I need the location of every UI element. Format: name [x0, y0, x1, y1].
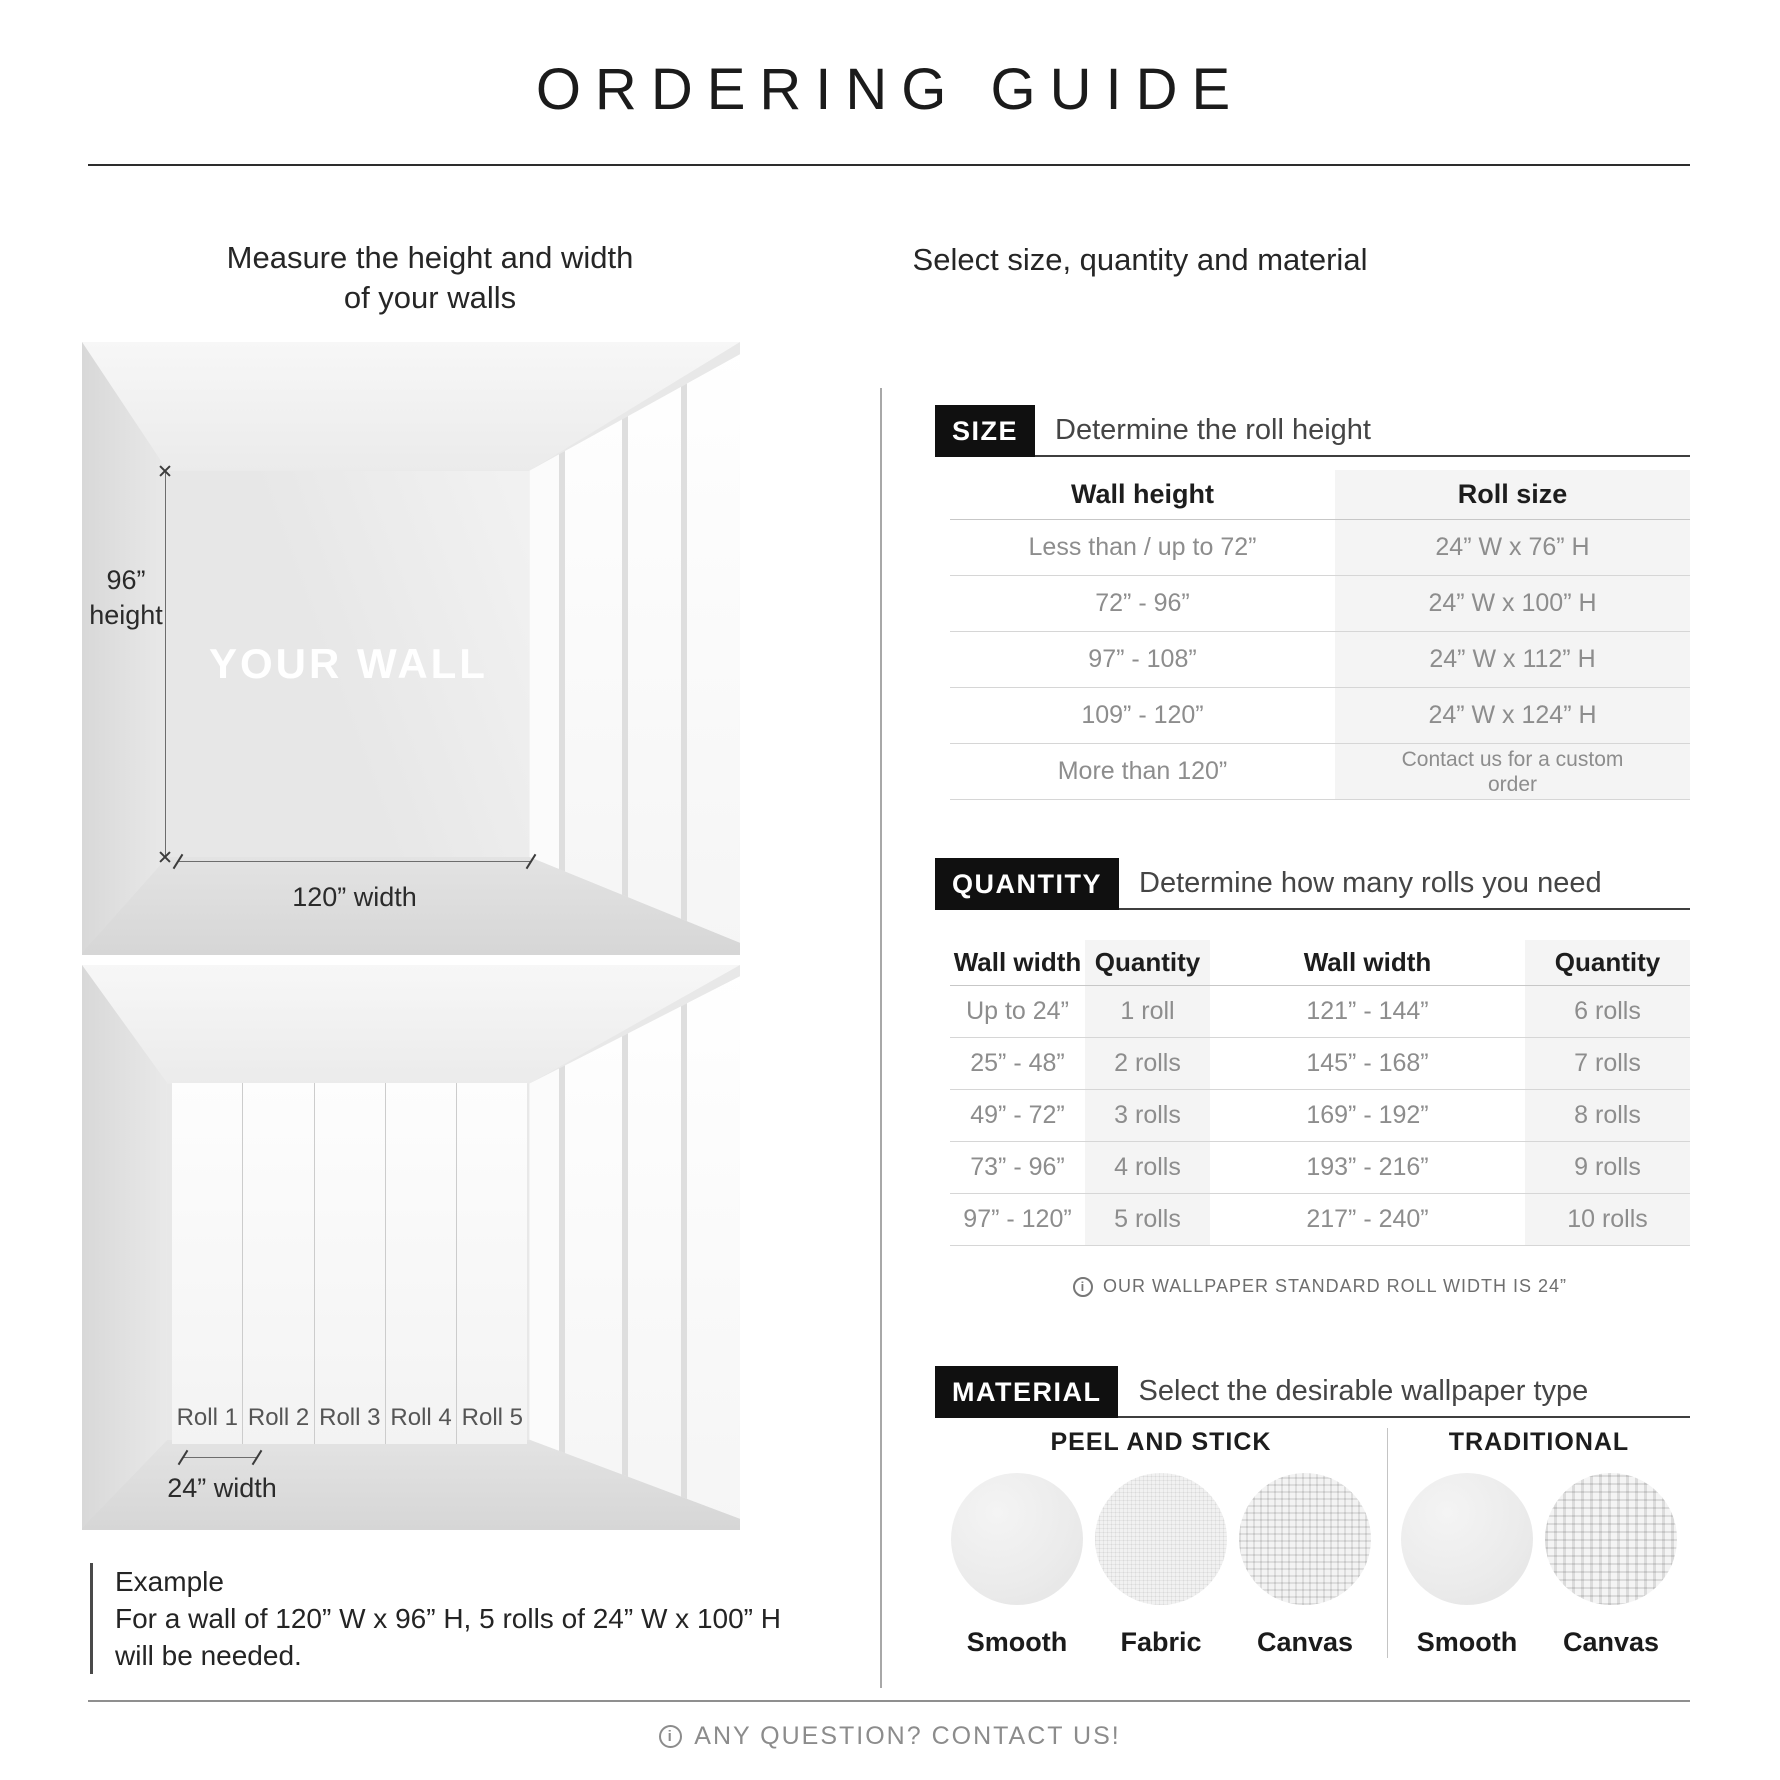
example-block	[90, 1563, 781, 1674]
table-cell: 2 rolls	[1085, 1038, 1210, 1090]
table-cell: 6 rolls	[1525, 986, 1690, 1038]
roll-panel-label: Roll 4	[390, 1403, 452, 1431]
left-column-heading	[90, 238, 770, 318]
roll-width-label: 24” width	[167, 1473, 277, 1503]
table-cell: 24” W x 76” H	[1335, 520, 1690, 576]
roll-panel-label: Roll 5	[461, 1403, 524, 1431]
custom-order-note: Contact us for a custom order	[1401, 747, 1624, 796]
wall-width-label: 120” width	[292, 882, 417, 912]
quantity-section-title: Determine how many rolls you need	[1119, 858, 1690, 910]
smooth-texture-icon	[1401, 1473, 1533, 1605]
table-cell: 97” - 108”	[950, 632, 1335, 688]
table-cell: 7 rolls	[1525, 1038, 1690, 1090]
smooth-texture-icon	[951, 1473, 1083, 1605]
material-group-traditional	[1388, 1428, 1690, 1658]
swatch-label: Canvas	[1562, 1627, 1660, 1657]
swatch-label: Canvas	[1256, 1627, 1354, 1657]
material-swatch-smooth	[951, 1473, 1083, 1658]
material-swatch-fabric	[1095, 1473, 1227, 1658]
measure-mark-icon	[158, 850, 172, 864]
width-measure-line	[177, 861, 532, 862]
table-cell: 49” - 72”	[950, 1090, 1085, 1142]
column-header: Quantity	[1085, 940, 1210, 986]
size-table	[950, 470, 1690, 800]
material-group-peel-and-stick	[935, 1428, 1387, 1658]
table-cell: Up to 24”	[950, 986, 1085, 1038]
roll-panel-label: Roll 1	[176, 1403, 238, 1431]
material-swatch-canvas	[1239, 1473, 1371, 1658]
wall-height-value: 96”	[106, 564, 146, 595]
roll-panel	[457, 1083, 527, 1444]
material-badge: MATERIAL	[935, 1366, 1118, 1418]
info-icon	[659, 1725, 682, 1748]
column-header: Wall width	[1210, 940, 1525, 986]
table-cell: 3 rolls	[1085, 1090, 1210, 1142]
table-cell	[1335, 744, 1690, 800]
contact-note	[0, 1722, 1780, 1751]
table-cell: 169” - 192”	[1210, 1090, 1525, 1142]
left-heading-line1: Measure the height and width	[226, 240, 634, 275]
window-pane	[622, 965, 681, 1530]
swatch-row	[951, 1473, 1371, 1658]
info-icon	[1073, 1277, 1093, 1297]
column-header: Wall width	[950, 940, 1085, 986]
column-header: Wall height	[950, 470, 1335, 520]
table-cell: More than 120”	[950, 744, 1335, 800]
example-text	[115, 1563, 781, 1674]
size-section-header	[935, 405, 1690, 457]
roll-panel	[172, 1083, 243, 1444]
your-wall-label: YOUR WALL	[208, 639, 488, 687]
swatch-label: Smooth	[1416, 1627, 1518, 1657]
table-cell: 73” - 96”	[950, 1142, 1085, 1194]
table-cell: 1 roll	[1085, 986, 1210, 1038]
table-cell: 5 rolls	[1085, 1194, 1210, 1246]
column-header: Quantity	[1525, 940, 1690, 986]
example-line2: will be needed.	[115, 1640, 302, 1671]
canvas-texture-icon	[1545, 1473, 1677, 1605]
table-cell: 24” W x 112” H	[1335, 632, 1690, 688]
roll-panel	[243, 1083, 314, 1444]
roll-width-measure-line	[182, 1457, 258, 1458]
footer-divider	[88, 1700, 1690, 1702]
swatch-label: Fabric	[1120, 1627, 1202, 1657]
material-group-title: TRADITIONAL	[1448, 1428, 1630, 1456]
room-illustration-your-wall	[82, 342, 740, 955]
material-group-title: PEEL AND STICK	[1050, 1428, 1272, 1456]
roll-panel	[386, 1083, 457, 1444]
table-cell: Less than / up to 72”	[950, 520, 1335, 576]
material-swatch-canvas	[1545, 1473, 1677, 1658]
table-cell: 193” - 216”	[1210, 1142, 1525, 1194]
quantity-badge: QUANTITY	[935, 858, 1119, 910]
table-cell: 145” - 168”	[1210, 1038, 1525, 1090]
wall-height-label	[88, 563, 164, 633]
window-pane	[681, 965, 740, 1530]
roll-panel	[315, 1083, 386, 1444]
right-column-heading: Select size, quantity and material	[912, 242, 1368, 277]
size-section-title: Determine the roll height	[1035, 405, 1690, 457]
example-title: Example	[115, 1566, 224, 1597]
wall-height-word: height	[89, 599, 163, 630]
room-illustration-rolls	[82, 965, 740, 1530]
quantity-table	[950, 940, 1690, 1246]
roll-panel-label: Roll 2	[247, 1403, 310, 1431]
table-cell: 24” W x 124” H	[1335, 688, 1690, 744]
quantity-section-header	[935, 858, 1690, 910]
page-title: ORDERING GUIDE	[535, 57, 1245, 122]
table-cell: 24” W x 100” H	[1335, 576, 1690, 632]
table-cell: 217” - 240”	[1210, 1194, 1525, 1246]
roll-panel-label: Roll 3	[319, 1403, 381, 1431]
material-section-title: Select the desirable wallpaper type	[1118, 1366, 1690, 1418]
material-section-header	[935, 1366, 1690, 1418]
wallpaper-roll-panels	[172, 1083, 527, 1444]
table-cell: 4 rolls	[1085, 1142, 1210, 1194]
fabric-texture-icon	[1095, 1473, 1227, 1605]
example-line1: For a wall of 120” W x 96” H, 5 rolls of 24” W x 100” H	[115, 1603, 781, 1634]
title-divider	[88, 164, 1690, 166]
window-pane	[681, 342, 740, 955]
standard-roll-width-note	[950, 1276, 1690, 1297]
canvas-texture-icon	[1239, 1473, 1371, 1605]
material-swatch-smooth	[1401, 1473, 1533, 1658]
table-cell: 109” - 120”	[950, 688, 1335, 744]
table-cell: 9 rolls	[1525, 1142, 1690, 1194]
table-cell: 8 rolls	[1525, 1090, 1690, 1142]
table-cell: 72” - 96”	[950, 576, 1335, 632]
table-cell: 97” - 120”	[950, 1194, 1085, 1246]
left-heading-line2: of your walls	[343, 280, 517, 315]
material-options	[935, 1428, 1690, 1658]
column-header: Roll size	[1335, 470, 1690, 520]
height-measure-line	[165, 471, 166, 857]
standard-roll-width-text: OUR WALLPAPER STANDARD ROLL WIDTH IS 24”	[1102, 1276, 1568, 1296]
window-pane	[622, 342, 681, 955]
example-accent-bar	[90, 1563, 93, 1674]
contact-note-text: ANY QUESTION? CONTACT US!	[694, 1722, 1121, 1750]
table-cell: 25” - 48”	[950, 1038, 1085, 1090]
size-badge: SIZE	[935, 405, 1035, 457]
swatch-label: Smooth	[966, 1627, 1068, 1657]
swatch-row	[1401, 1473, 1677, 1658]
measure-mark-icon	[158, 464, 172, 478]
column-divider	[880, 388, 882, 1688]
table-cell: 10 rolls	[1525, 1194, 1690, 1246]
table-cell: 121” - 144”	[1210, 986, 1525, 1038]
